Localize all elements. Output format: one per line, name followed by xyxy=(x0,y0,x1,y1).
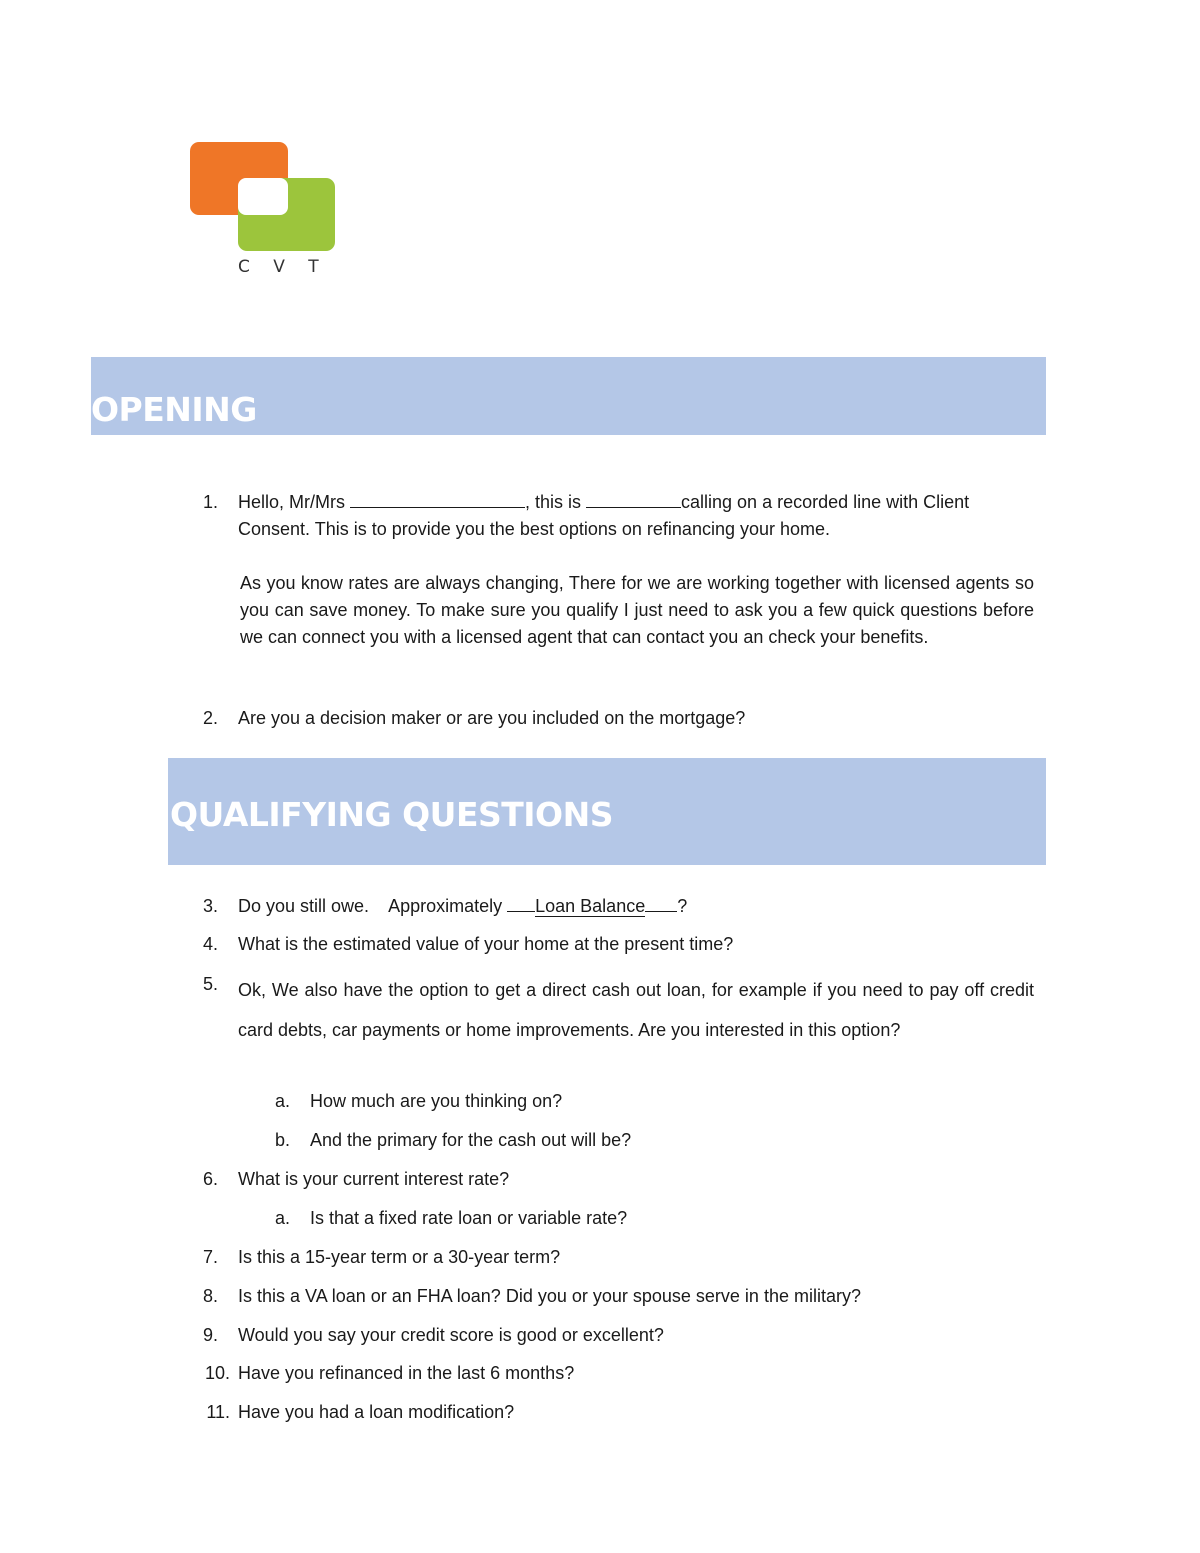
blank-before xyxy=(507,895,535,912)
logo-white-overlap xyxy=(238,178,288,215)
item-text xyxy=(238,893,687,920)
item-text: Have you refinanced in the last 6 months? xyxy=(238,1363,575,1383)
item-number: 1. xyxy=(202,492,218,512)
sub-item-text: Is that a fixed rate loan or variable rate? xyxy=(310,1208,628,1228)
this-is-text: , this is xyxy=(525,492,587,512)
sub-item-text: And the primary for the cash out will be? xyxy=(310,1130,632,1150)
item-number: 5. xyxy=(202,974,218,994)
logo-text: C V T xyxy=(238,257,328,277)
qualifying-heading: QUALIFYING QUESTIONS xyxy=(170,795,613,834)
agent-blank xyxy=(586,491,681,508)
opening-paragraph: As you know rates are always changing, There for we are working together with licensed agents so you can save money. To make sure you qualify I just need to ask you a few quick questions before we can connect you with a licensed agent that can contact you an check your benefits. xyxy=(240,573,1034,647)
item-number: 7. xyxy=(202,1247,218,1267)
item-number: 11. xyxy=(206,1402,230,1422)
item-text: What is your current interest rate? xyxy=(238,1169,510,1189)
item-text: Is this a 15-year term or a 30-year term? xyxy=(238,1247,561,1267)
item-number: 10. xyxy=(204,1363,230,1383)
item-number: 3. xyxy=(202,896,218,916)
blank-after xyxy=(645,895,677,912)
item-number: 8. xyxy=(202,1286,218,1306)
owe-text: Do you still owe. Approximately xyxy=(238,896,508,916)
item-number: 4. xyxy=(202,934,218,954)
calling-text: calling on a recorded line with Client xyxy=(681,492,970,512)
loan-balance-label: Loan Balance xyxy=(535,896,646,916)
item-number: 9. xyxy=(202,1325,218,1345)
item-number: 6. xyxy=(202,1169,218,1189)
greeting-text: Hello, Mr/Mrs xyxy=(238,492,350,512)
consent-text: Consent. This is to provide you the best options on refinancing your home. xyxy=(238,519,831,539)
item-text: Are you a decision maker or are you included on the mortgage? xyxy=(238,708,746,728)
sub-item-letter: a. xyxy=(274,1091,290,1111)
item-line-1 xyxy=(238,489,969,516)
sub-item-letter: b. xyxy=(274,1130,290,1150)
item-number: 2. xyxy=(202,708,218,728)
item-text: Is this a VA loan or an FHA loan? Did you or your spouse serve in the military? xyxy=(238,1286,861,1306)
name-blank xyxy=(350,491,525,508)
opening-heading: OPENING xyxy=(91,390,257,429)
opening-item-1-line-2 xyxy=(238,516,830,543)
item-5-text: Ok, We also have the option to get a direct cash out loan, for example if you need to pay off credit card debts, car payments or home improvements. Are you interested in this option? xyxy=(238,980,1034,1040)
sub-item-text: How much are you thinking on? xyxy=(310,1091,563,1111)
question-mark: ? xyxy=(677,896,688,916)
item-text: What is the estimated value of your home at the present time? xyxy=(238,934,734,954)
sub-item-letter: a. xyxy=(274,1208,290,1228)
item-text: Would you say your credit score is good or excellent? xyxy=(238,1325,664,1345)
item-text: Have you had a loan modification? xyxy=(238,1402,515,1422)
